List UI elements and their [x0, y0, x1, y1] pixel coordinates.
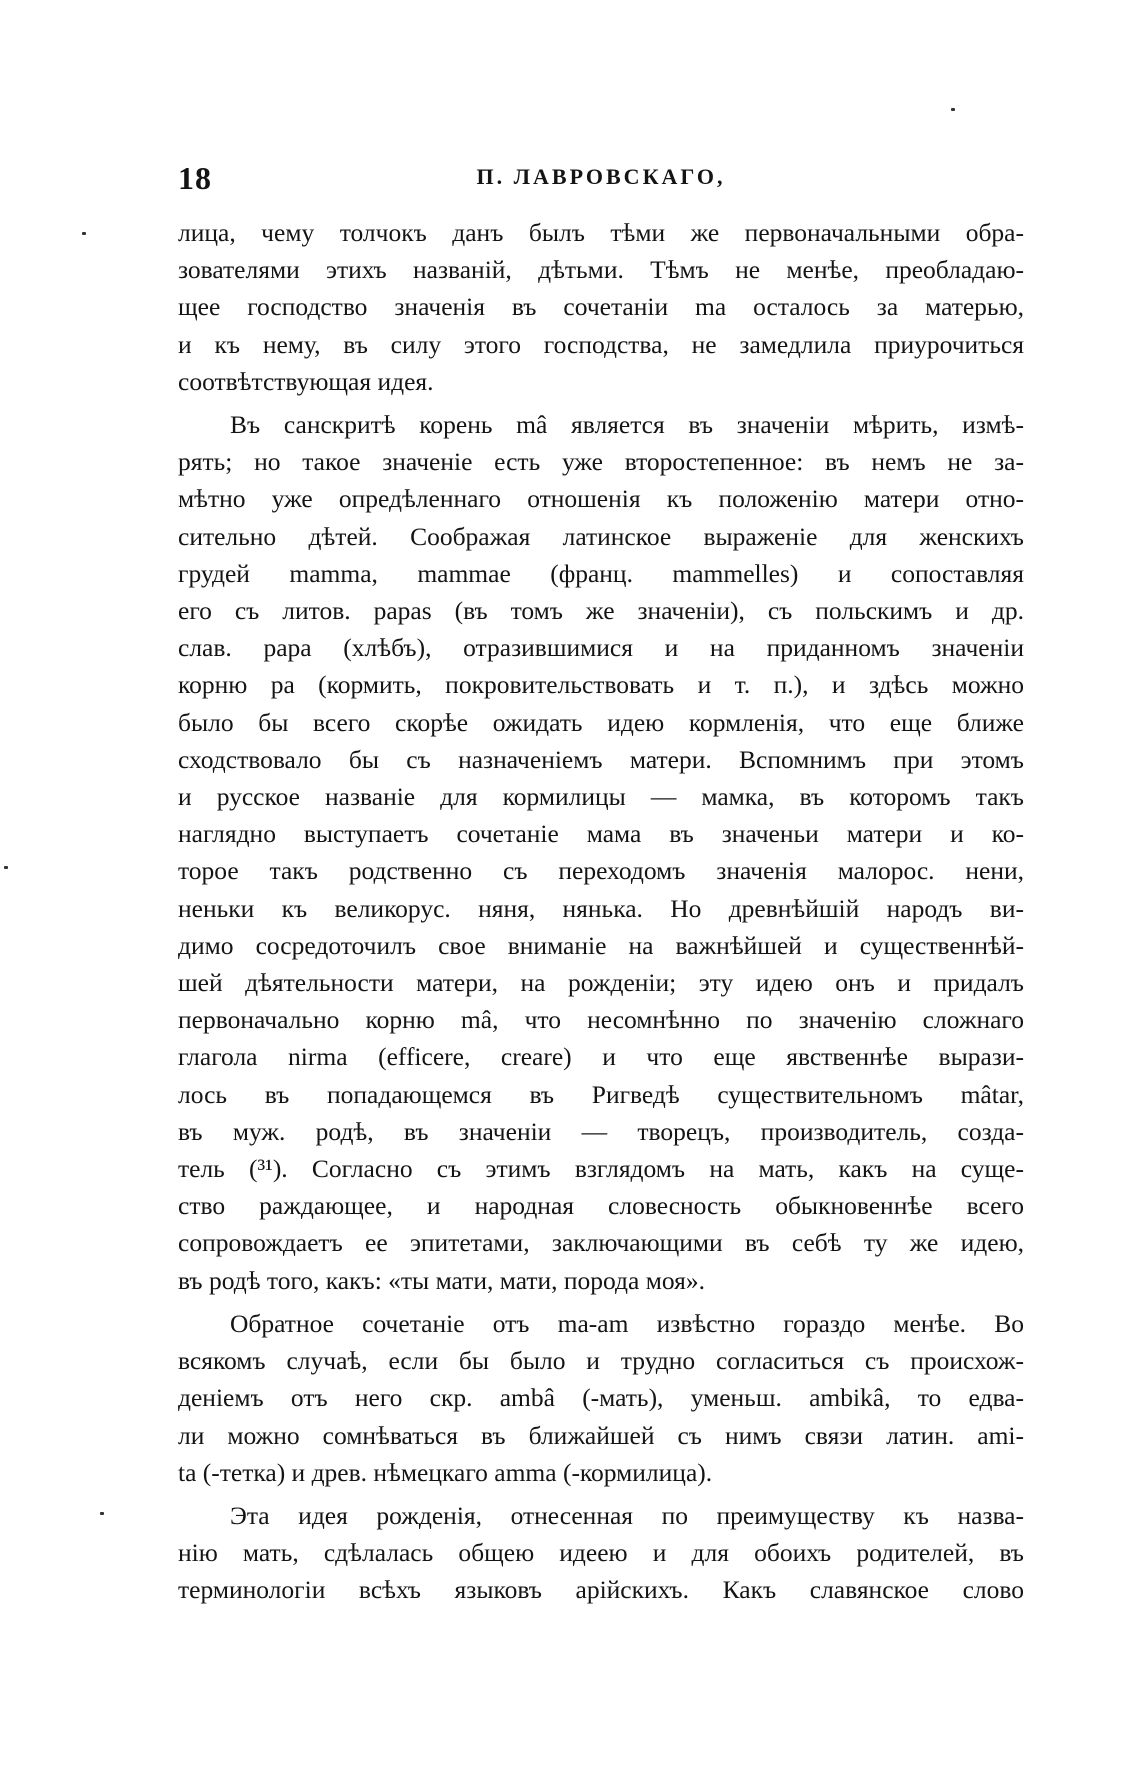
- text-line: ta (-тетка) и древ. нѣмецкаго amma (-кормилица).: [178, 1457, 713, 1487]
- paragraph-2: [178, 406, 1024, 1299]
- text-line: и къ нему, въ силу этого господства, не замедлила приурочиться: [178, 329, 1024, 359]
- text-line: торое такъ родственно съ переходомъ значенія малорос. нени,: [178, 856, 1024, 886]
- text-line: сопровождаетъ ее эпитетами, заключающими въ себѣ ту же идею,: [178, 1228, 1024, 1258]
- text-line: ство раждающее, и народная словесность обыкновеннѣе всего: [178, 1191, 1024, 1221]
- text-line: зователями этихъ названій, дѣтьми. Тѣмъ не менѣе, преобладаю-: [178, 255, 1024, 285]
- text-line: глагола nirma (efficere, creare) и что еще явственнѣе вырази-: [178, 1042, 1024, 1072]
- text-line: шей дѣятельности матери, на рожденіи; эту идею онъ и придалъ: [178, 968, 1024, 998]
- text-line: мѣтно уже опредѣленнаго отношенія къ положенію матери отно-: [178, 484, 1024, 514]
- text-line: Въ санскритѣ корень mâ является въ значеніи мѣрить, измѣ-: [230, 410, 1024, 440]
- text-line: лица, чему толчокъ данъ былъ тѣми же первоначальными обра-: [178, 218, 1024, 247]
- paragraph-3: [178, 1305, 1024, 1491]
- text-line: въ муж. родѣ, въ значеніи — творецъ, производитель, созда-: [178, 1116, 1024, 1146]
- running-title: П. ЛАВРОВСКАГО,: [476, 164, 726, 189]
- text-line: щее господство значенія въ сочетаніи ma осталось за матерью,: [178, 292, 1024, 322]
- text-line: Эта идея рожденія, отнесенная по преимуществу къ назва-: [230, 1500, 1024, 1530]
- scan-speck: [951, 108, 955, 111]
- text-line: и русское названіе для кормилицы — мамка, въ которомъ такъ: [178, 782, 1024, 812]
- text-line: тель (³¹). Согласно съ этимъ взглядомъ на мать, какъ на суще-: [178, 1154, 1024, 1184]
- page-number: 18: [178, 160, 212, 196]
- text-line: димо сосредоточилъ свое вниманіе на важнѣйшей и существеннѣй-: [178, 930, 1024, 960]
- paragraph-1: [178, 214, 1024, 400]
- text-line: всякомъ случаѣ, если бы было и трудно согласиться съ происхож-: [178, 1346, 1024, 1376]
- text-line: неньки къ великорус. няня, нянька. Но древнѣйшій народъ ви-: [178, 893, 1024, 923]
- text-line: соотвѣтствующая идея.: [178, 366, 434, 396]
- text-line: терминологіи всѣхъ языковъ арійскихъ. Какъ славянское слово: [178, 1575, 1024, 1605]
- text-line: грудей mamma, mammae (франц. mammelles) и сопоставляя: [178, 558, 1024, 588]
- text-line: первоначально корню mâ, что несомнѣнно по значенію сложнаго: [178, 1005, 1024, 1035]
- scan-speck: [82, 232, 86, 235]
- text-line: слав. papa (хлѣбъ), отразившимися и на приданномъ значеніи: [178, 633, 1024, 663]
- body-text: [178, 214, 1024, 1609]
- text-line: деніемъ отъ него скр. ambâ (-мать), уменьш. ambikâ, то едва-: [178, 1383, 1024, 1413]
- text-line: Обратное сочетаніе отъ ma-am извѣстно гораздо менѣе. Во: [230, 1308, 1024, 1338]
- book-page: [178, 150, 1024, 1609]
- text-line: лось въ попадающемся въ Ригведѣ существительномъ mâtar,: [178, 1079, 1024, 1109]
- text-line: наглядно выступаетъ сочетаніе мама въ значеньи матери и ко-: [178, 819, 1024, 849]
- text-line: сительно дѣтей. Соображая латинское выраженіе для женскихъ: [178, 521, 1024, 551]
- running-head: [178, 150, 1024, 200]
- scan-speck: [4, 866, 8, 869]
- text-line: нію мать, сдѣлалась общею идеею и для обоихъ родителей, въ: [178, 1538, 1024, 1568]
- text-line: рять; но такое значеніе есть уже второстепенное: въ немъ не за-: [178, 447, 1024, 477]
- text-line: сходствовало бы съ назначеніемъ матери. Вспомнимъ при этомъ: [178, 744, 1024, 774]
- text-line: его съ литов. papas (въ томъ же значеніи), съ польскимъ и др.: [178, 596, 1024, 626]
- text-line: въ родѣ того, какъ: «ты мати, мати, порода моя».: [178, 1265, 705, 1295]
- scan-speck: [100, 1512, 104, 1515]
- paragraph-4: [178, 1497, 1024, 1609]
- text-line: ли можно сомнѣваться въ ближайшей съ нимъ связи латин. ami-: [178, 1420, 1024, 1450]
- text-line: корню pa (кормить, покровительствовать и т. п.), и здѣсь можно: [178, 670, 1024, 700]
- text-line: было бы всего скорѣе ожидать идею кормленія, что еще ближе: [178, 707, 1024, 737]
